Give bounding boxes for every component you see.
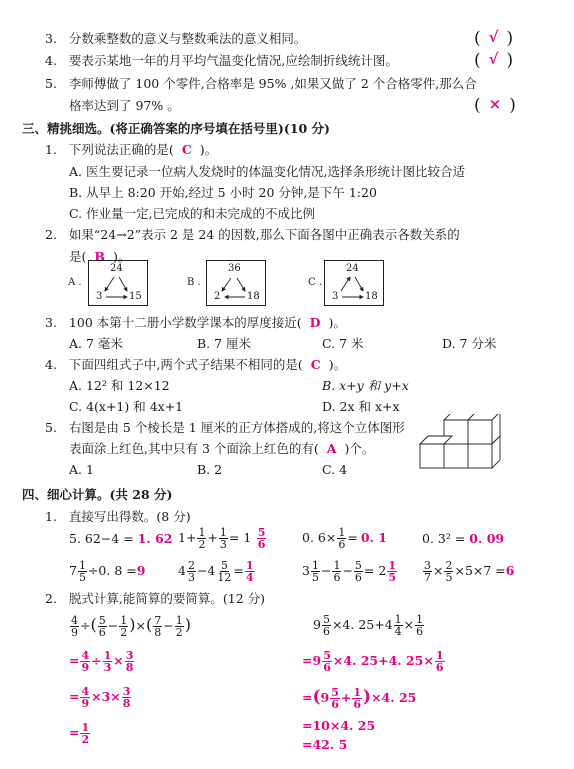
s3-q5-option-a: A. 1 bbox=[69, 462, 94, 477]
s3-q4-option-a: A. 12² 和 12×12 bbox=[69, 378, 170, 393]
answer: A bbox=[326, 441, 337, 456]
calc-1: 5. 62−4 = 1. 62 bbox=[69, 531, 173, 546]
answer-mark-q4: ( √ ) bbox=[474, 50, 514, 71]
calc-3: 0. 6× $\frac{1}{6}$ = 0. 1 bbox=[302, 526, 387, 551]
right-step-4: =42. 5 bbox=[302, 737, 348, 752]
diagram-a bbox=[88, 260, 148, 306]
s3-q4-option-d: D. 2x 和 x+x bbox=[322, 399, 400, 414]
s3-q2-stem-cont: 是( B )。 bbox=[69, 249, 131, 264]
judge-q4 bbox=[45, 53, 398, 69]
judge-q5 bbox=[45, 76, 477, 92]
s3-q1-option-c: C. 作业量一定,已完成的和未完成的不成比例 bbox=[69, 206, 316, 221]
right-step-3: =10×4. 25 bbox=[302, 718, 376, 733]
diagram-b bbox=[206, 260, 266, 306]
question-text: 分数乘整数的意义与整数乘法的意义相同。 bbox=[68, 31, 307, 46]
node-left: 3 bbox=[332, 291, 339, 302]
s3-q4-stem: 4. 下面四组式子中,两个式子结果不相同的是( C )。 bbox=[45, 357, 347, 372]
cube-figure bbox=[418, 414, 526, 476]
s3-q3-option-a: A. 7 毫米 bbox=[69, 336, 123, 351]
s3-q5-option-c: C. 4 bbox=[322, 462, 348, 477]
answer: C bbox=[181, 142, 192, 157]
left-step-3: = $\frac{1}{2}$ bbox=[69, 721, 90, 746]
calc-answer: 6 bbox=[505, 563, 515, 578]
s3-q3-option-d: D. 7 分米 bbox=[442, 336, 497, 351]
s3-q4-option-b: B. x+y 和 y+x bbox=[322, 378, 409, 393]
calc-5: 7 $\frac{1}{5}$ ÷0. 8 =9 bbox=[69, 559, 146, 584]
question-text: 李师傅做了 100 个零件,合格率是 95% ,如果又做了 2 个合格零件,那么合 bbox=[68, 76, 477, 91]
answer: D bbox=[309, 315, 321, 330]
s3-q5-option-b: B. 2 bbox=[197, 462, 223, 477]
node-right: 15 bbox=[129, 291, 142, 302]
left-step-2: = $\frac{4}{9}$ ×3× $\frac{3}{8}$ bbox=[69, 685, 131, 710]
calc-6: 4 $\frac{2}{3}$ −4 $\frac{5}{12}$ = $\frac{1}{4}$ bbox=[178, 559, 254, 584]
s3-q4-option-c: C. 4(x+1) 和 4x+1 bbox=[69, 399, 184, 414]
s4-q2-stem: 2. 脱式计算,能简算的要简算。(12 分) bbox=[45, 591, 266, 606]
calc-answer: 9 bbox=[136, 563, 146, 578]
expr-right: 9 $\frac{5}{6}$ ×4. 25+4 $\frac{1}{4}$ × $\frac{1}{6}$ bbox=[313, 613, 424, 638]
calc-7: 3 $\frac{1}{5}$ − $\frac{1}{6}$ − $\frac{5}{6}$ = 2 $\frac{1}{5}$ bbox=[302, 559, 396, 584]
s4-q1-stem: 1. 直接写出得数。(8 分) bbox=[45, 509, 191, 524]
s3-q5-stem-cont: 表面涂上红色,其中只有 3 个面涂上红色的有( A )个。 bbox=[69, 441, 375, 456]
node-left: 3 bbox=[96, 291, 103, 302]
node-left: 2 bbox=[214, 291, 221, 302]
right-step-2: =(9 $\frac{5}{6}$ + $\frac{1}{6}$ )×4. 25 bbox=[302, 686, 417, 711]
calc-2: 1+ $\frac{1}{2}$ + $\frac{1}{3}$ = 1 $\frac{5}{6}$ bbox=[178, 526, 266, 551]
section-4-title: 四、细心计算。(共 28 分) bbox=[22, 487, 173, 502]
s3-q3-option-c: C. 7 米 bbox=[322, 336, 364, 351]
s3-q1-stem: 1. 下列说法正确的是( C )。 bbox=[45, 142, 218, 157]
s3-q3-option-b: B. 7 厘米 bbox=[197, 336, 252, 351]
calc-8: $\frac{3}{7}$ × $\frac{2}{5}$ ×5×7 =6 bbox=[424, 559, 515, 584]
diagram-c bbox=[324, 260, 384, 306]
section-3-title: 三、精挑细选。(将正确答案的序号填在括号里)(10 分) bbox=[22, 121, 330, 136]
node-top: 24 bbox=[346, 263, 359, 274]
calc-answer: 1. 62 bbox=[137, 531, 173, 546]
right-step-1: =9 $\frac{5}{6}$ ×4. 25+4. 25× $\frac{1}{6}$ bbox=[302, 649, 444, 674]
diagram-b-label: B . bbox=[187, 277, 201, 288]
question-number: 4. bbox=[45, 53, 57, 68]
calc-answer: $\frac{1}{5}$ bbox=[388, 559, 396, 584]
answer: C bbox=[310, 357, 321, 372]
diagram-c-label: C . bbox=[308, 277, 323, 288]
question-number: 5. bbox=[45, 76, 57, 91]
node-top: 36 bbox=[228, 263, 241, 274]
node-right: 18 bbox=[247, 291, 260, 302]
s3-q1-option-b: B. 从早上 8:20 开始,经过 5 小时 20 分钟,是下午 1:20 bbox=[69, 185, 377, 200]
s3-q3-stem: 3. 100 本第十二册小学数学课本的厚度接近( D )。 bbox=[45, 315, 346, 330]
judge-q5-cont: 格率达到了 97% 。 bbox=[69, 98, 180, 113]
node-top: 24 bbox=[110, 263, 123, 274]
answer-mark-q5: ( × ) bbox=[474, 95, 516, 116]
calc-4: 0. 3² = 0. 09 bbox=[422, 531, 505, 546]
calc-answer: $\frac{1}{4}$ bbox=[245, 559, 254, 584]
s3-q5-stem: 5. 右图是由 5 个棱长是 1 厘米的正方体搭成的,将这个立体图形 bbox=[45, 420, 405, 435]
answer: B bbox=[94, 249, 105, 264]
question-text: 要表示某地一年的月平均气温变化情况,应绘制折线统计图。 bbox=[68, 53, 398, 68]
diagram-a-label: A . bbox=[68, 277, 82, 288]
node-right: 18 bbox=[365, 291, 378, 302]
calc-answer: 0. 09 bbox=[469, 531, 505, 546]
judge-q3 bbox=[45, 31, 306, 47]
s3-q1-option-a: A. 医生要记录一位病人发烧时的体温变化情况,选择条形统计图比较合适 bbox=[69, 164, 465, 179]
expr-left: $\frac{4}{9}$ ÷( $\frac{5}{6}$ − $\frac{1}{2}$ )×( $\frac{7}{8}$ − $\frac{1}{2}$ ) bbox=[71, 614, 191, 639]
calc-answer: 0. 1 bbox=[360, 530, 387, 545]
question-number: 3. bbox=[45, 31, 57, 46]
calc-answer: = 1 $\frac{5}{6}$ bbox=[228, 526, 266, 551]
answer-mark-q3: ( √ ) bbox=[474, 28, 514, 49]
left-step-1: = $\frac{4}{9}$ ÷ $\frac{1}{3}$ × $\frac{3}{8}$ bbox=[69, 649, 134, 674]
s3-q2-stem: 2. 如果“24→2”表示 2 是 24 的因数,那么下面各图中正确表示各数关系的 bbox=[45, 227, 460, 242]
